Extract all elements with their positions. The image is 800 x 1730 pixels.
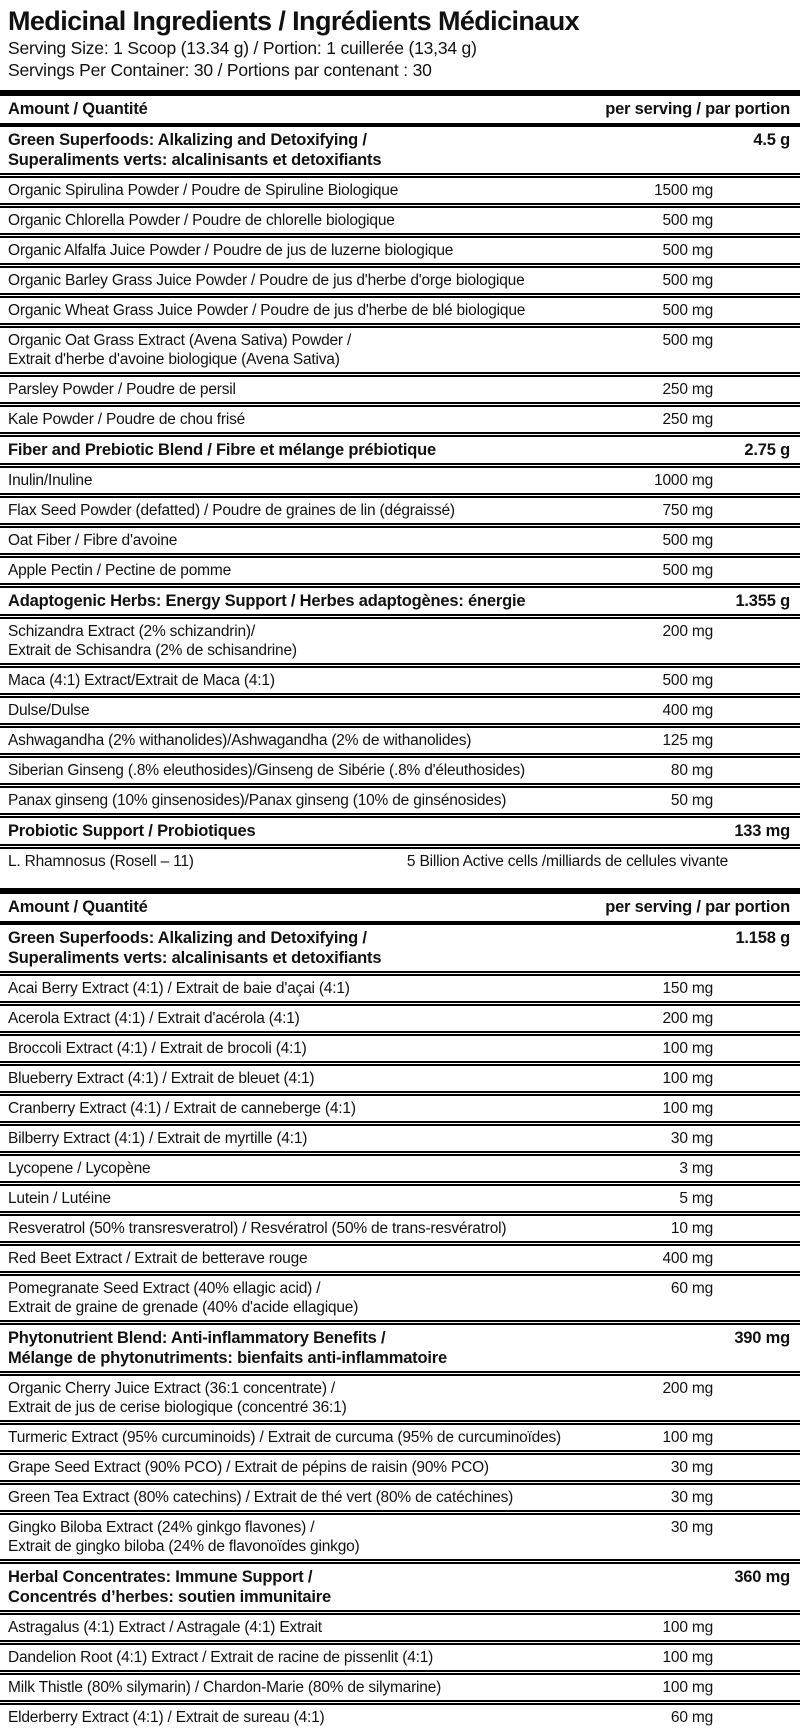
ingredient-amount: 10 mg [671,1219,800,1238]
ingredient-row [0,1241,800,1271]
section-row [0,127,800,173]
ingredient-row [0,783,800,813]
section-row [0,432,800,463]
ingredient-name: Gingko Biloba Extract (24% ginkgo flavones) / Extrait de gingko biloba (24% de flavonoïdes ginkgo) [0,1518,671,1556]
ingredient-amount: 1000 mg [654,471,800,490]
ingredient-name: Dandelion Root (4:1) Extract / Extrait de racine de pissenlit (4:1) [0,1648,663,1667]
ingredient-amount: 5 Billion Active cells /milliards de cellules vivante [407,852,800,871]
ingredient-name: Organic Chlorella Powder / Poudre de chlorelle biologique [0,211,663,230]
ingredient-amount: 150 mg [663,979,800,998]
section-row [0,813,800,844]
ingredient-name: Organic Spirulina Powder / Poudre de Spiruline Biologique [0,181,654,200]
ingredient-row [0,1670,800,1700]
column-header-2 [0,888,800,925]
ingredient-name: Organic Barley Grass Juice Powder / Poudre de jus d'herbe d'orge biologique [0,271,663,290]
ingredient-amount: 400 mg [663,1249,800,1268]
ingredient-name: Resveratrol (50% transresveratrol) / Resvératrol (50% de trans-resvératrol) [0,1219,671,1238]
ingredient-name: Lutein / Lutéine [0,1189,679,1208]
ingredient-name: Red Beet Extract / Extrait de betterave rouge [0,1249,663,1268]
column-header-1 [0,90,800,127]
ingredient-amount: 500 mg [663,531,800,550]
ingredient-row [0,173,800,203]
ingredient-amount: 30 mg [671,1518,800,1537]
ingredient-row [0,203,800,233]
ingredient-amount: 500 mg [663,301,800,320]
ingredient-amount: 500 mg [663,671,800,690]
section-amount: 133 mg [734,821,800,841]
section-name: Green Superfoods: Alkalizing and Detoxifying / Superaliments verts: alcalinisants et detoxifiants [0,130,753,170]
servings-per-container-text: Servings Per Container: 30 / Portions par contenant : 30 [8,59,790,81]
section-name: Fiber and Prebiotic Blend / Fibre et mélange prébiotique [0,440,744,460]
ingredient-name: Panax ginseng (10% ginsenosides)/Panax ginseng (10% de ginsénosides) [0,791,671,810]
ingredient-name: Organic Oat Grass Extract (Avena Sativa) Powder / Extrait d'herbe d'avoine biologique (Avena Sativa) [0,331,663,369]
ingredient-row [0,402,800,432]
ingredient-row [0,233,800,263]
ingredient-row [0,463,800,493]
ingredient-name: Organic Wheat Grass Juice Powder / Poudre de jus d'herbe de blé biologique [0,301,663,320]
section-name: Adaptogenic Herbs: Energy Support / Herbes adaptogènes: énergie [0,591,735,611]
ingredient-amount: 30 mg [671,1488,800,1507]
ingredient-name: Flax Seed Powder (defatted) / Poudre de graines de lin (dégraissé) [0,501,663,520]
ingredient-name: Cranberry Extract (4:1) / Extrait de canneberge (4:1) [0,1099,663,1118]
ingredient-name: Dulse/Dulse [0,701,663,720]
ingredient-name: Acerola Extract (4:1) / Extrait d'acérola (4:1) [0,1009,663,1028]
section-amount: 4.5 g [753,130,800,150]
ingredient-row [0,614,800,663]
ingredient-name: Organic Alfalfa Juice Powder / Poudre de jus de luzerne biologique [0,241,663,260]
section-name: Phytonutrient Blend: Anti-inflammatory Benefits / Mélange de phytonutriments: bienfaits anti-inflammatoire [0,1328,734,1368]
ingredient-row [0,372,800,402]
ingredient-row [0,1001,800,1031]
ingredient-name: Bilberry Extract (4:1) / Extrait de myrtille (4:1) [0,1129,671,1148]
ingredient-name: Astragalus (4:1) Extract / Astragale (4:1) Extrait [0,1618,663,1637]
ingredient-row [0,293,800,323]
ingredient-row [0,1061,800,1091]
ingredient-amount: 500 mg [663,271,800,290]
section-amount: 2.75 g [744,440,800,460]
ingredient-amount: 750 mg [663,501,800,520]
ingredient-name: Pomegranate Seed Extract (40% ellagic acid) / Extrait de graine de grenade (40% d'acide ellagique) [0,1279,671,1317]
ingredient-row [0,1181,800,1211]
ingredient-amount: 1500 mg [654,181,800,200]
ingredient-row [0,523,800,553]
ingredient-row [0,1700,800,1730]
section-row [0,925,800,971]
ingredient-amount: 60 mg [671,1708,800,1727]
section-amount: 360 mg [734,1567,800,1587]
ingredient-row [0,263,800,293]
ingredient-row [0,323,800,372]
label-header [0,0,800,90]
ingredient-name: Organic Cherry Juice Extract (36:1 concentrate) / Extrait de jus de cerise biologique (concentré 36:1) [0,1379,663,1417]
ingredient-amount: 60 mg [671,1279,800,1298]
per-serving-column-label: per serving / par portion [605,100,790,119]
ingredient-amount: 100 mg [663,1039,800,1058]
ingredient-amount: 100 mg [663,1678,800,1697]
ingredient-table-1 [0,127,800,874]
ingredient-row [0,1610,800,1640]
ingredient-name: Parsley Powder / Poudre de persil [0,380,663,399]
ingredient-amount: 80 mg [671,761,800,780]
ingredient-amount: 200 mg [663,1009,800,1028]
section-name: Probiotic Support / Probiotiques [0,821,734,841]
section-name: Herbal Concentrates: Immune Support / Concentrés d’herbes: soutien immunitaire [0,1567,734,1607]
section-amount: 1.158 g [735,928,800,948]
ingredient-amount: 50 mg [671,791,800,810]
ingredient-table-2 [0,925,800,1730]
section-row [0,1559,800,1610]
ingredient-row [0,1480,800,1510]
ingredient-name: Inulin/Inuline [0,471,654,490]
ingredient-row [0,1121,800,1151]
ingredient-row [0,663,800,693]
ingredient-row [0,493,800,523]
ingredient-amount: 125 mg [663,731,800,750]
ingredient-name: Schizandra Extract (2% schizandrin)/ Extrait de Schisandra (2% de schisandrine) [0,622,663,660]
ingredient-row [0,753,800,783]
ingredient-amount: 30 mg [671,1458,800,1477]
ingredient-name: Siberian Ginseng (.8% eleuthosides)/Ginseng de Sibérie (.8% d'éleuthosides) [0,761,671,780]
ingredient-row [0,844,800,874]
ingredient-name: Oat Fiber / Fibre d'avoine [0,531,663,550]
ingredient-amount: 100 mg [663,1648,800,1667]
ingredient-row [0,1031,800,1061]
ingredient-row [0,553,800,583]
ingredient-name: Maca (4:1) Extract/Extrait de Maca (4:1) [0,671,663,690]
ingredient-name: Acai Berry Extract (4:1) / Extrait de baie d'açai (4:1) [0,979,663,998]
ingredient-amount: 100 mg [663,1428,800,1447]
ingredient-row [0,1091,800,1121]
ingredient-row [0,971,800,1001]
section-amount: 390 mg [734,1328,800,1348]
ingredient-name: Ashwagandha (2% withanolides)/Ashwagandha (2% de withanolides) [0,731,663,750]
section-amount: 1.355 g [735,591,800,611]
ingredient-row [0,1420,800,1450]
ingredient-amount: 5 mg [679,1189,800,1208]
ingredient-row [0,693,800,723]
ingredient-amount: 500 mg [663,561,800,580]
ingredient-name: Milk Thistle (80% silymarin) / Chardon-Marie (80% de silymarine) [0,1678,663,1697]
page-title: Medicinal Ingredients / Ingrédients Médicinaux [8,5,790,37]
ingredient-name: L. Rhamnosus (Rosell – 11) [0,852,407,871]
ingredient-amount: 200 mg [663,1379,800,1398]
ingredient-amount: 3 mg [679,1159,800,1178]
ingredient-amount: 500 mg [663,241,800,260]
ingredient-row [0,1450,800,1480]
ingredient-row [0,1211,800,1241]
ingredient-amount: 100 mg [663,1618,800,1637]
ingredient-amount: 200 mg [663,622,800,641]
ingredient-amount: 30 mg [671,1129,800,1148]
ingredient-amount: 400 mg [663,701,800,720]
ingredient-row [0,1640,800,1670]
ingredient-name: Kale Powder / Poudre de chou frisé [0,410,663,429]
serving-size-text: Serving Size: 1 Scoop (13.34 g) / Portion: 1 cuillerée (13,34 g) [8,37,790,59]
per-serving-column-label: per serving / par portion [605,898,790,917]
ingredient-row [0,1371,800,1420]
section-row [0,583,800,614]
ingredient-row [0,1151,800,1181]
ingredient-name: Blueberry Extract (4:1) / Extrait de bleuet (4:1) [0,1069,663,1088]
ingredient-name: Lycopene / Lycopène [0,1159,679,1178]
ingredient-amount: 500 mg [663,331,800,350]
amount-column-label: Amount / Quantité [8,898,148,917]
ingredient-name: Elderberry Extract (4:1) / Extrait de sureau (4:1) [0,1708,671,1727]
ingredient-row [0,723,800,753]
amount-column-label: Amount / Quantité [8,100,148,119]
ingredient-name: Green Tea Extract (80% catechins) / Extrait de thé vert (80% de catéchines) [0,1488,671,1507]
section-name: Green Superfoods: Alkalizing and Detoxifying / Superaliments verts: alcalinisants et detoxifiants [0,928,735,968]
ingredient-name: Apple Pectin / Pectine de pomme [0,561,663,580]
ingredient-amount: 100 mg [663,1099,800,1118]
section-row [0,1320,800,1371]
ingredient-name: Grape Seed Extract (90% PCO) / Extrait de pépins de raisin (90% PCO) [0,1458,671,1477]
ingredient-row [0,1510,800,1559]
ingredient-name: Broccoli Extract (4:1) / Extrait de brocoli (4:1) [0,1039,663,1058]
ingredient-row [0,1271,800,1320]
ingredient-amount: 250 mg [663,380,800,399]
ingredient-amount: 100 mg [663,1069,800,1088]
ingredient-amount: 500 mg [663,211,800,230]
ingredient-amount: 250 mg [663,410,800,429]
ingredient-name: Turmeric Extract (95% curcuminoids) / Extrait de curcuma (95% de curcuminoïdes) [0,1428,663,1447]
